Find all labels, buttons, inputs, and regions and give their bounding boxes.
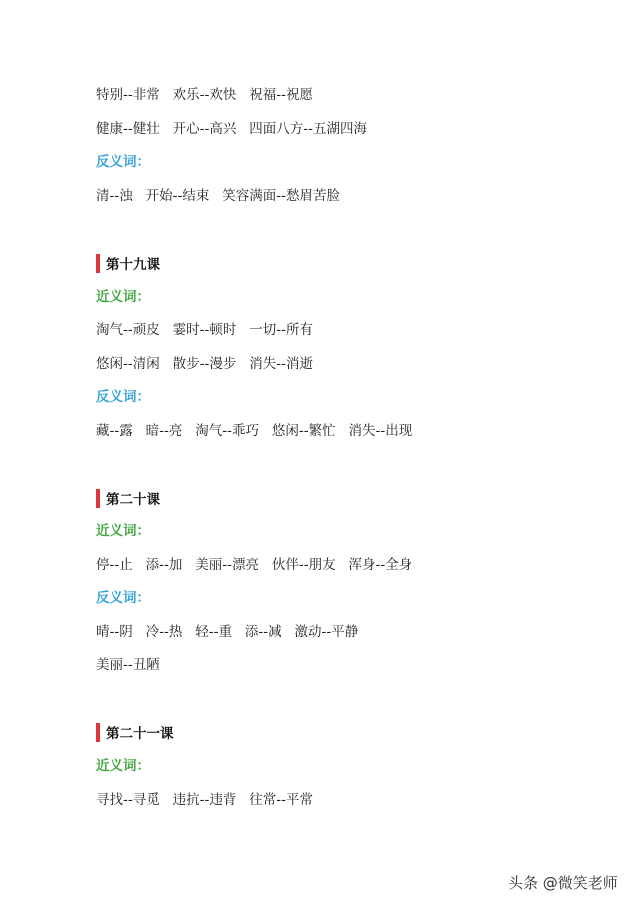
synonyms-label: 近义词： [96,289,150,305]
word-pair-line: 特别--非常 欢乐--欢快 祝福--祝愿 [96,87,313,103]
watermark: 头条 @微笑老师 [508,874,618,892]
lesson-heading [96,253,160,273]
antonyms-label: 反义词： [96,590,150,606]
word-pair-line: 晴--阴 冷--热 轻--重 添--减 激动--平静 [96,624,359,640]
word-pair-line: 停--止 添--加 美丽--漂亮 伙伴--朋友 浑身--全身 [96,557,413,573]
lesson-heading [96,488,160,508]
word-pair-line: 淘气--顽皮 霎时--顿时 一切--所有 [96,322,313,338]
word-pair-line: 寻找--寻觅 违抗--违背 往常--平常 [96,792,313,808]
word-pair-line: 藏--露 暗--亮 淘气--乖巧 悠闲--繁忙 消失--出现 [96,423,413,439]
synonyms-label: 近义词： [96,523,150,539]
word-pair-line: 美丽--丑陋 [96,657,160,673]
lesson-title: 第二十课 [106,492,160,508]
synonyms-label: 近义词： [96,758,150,774]
lesson-marker-bar [96,723,100,742]
antonyms-label: 反义词： [96,389,150,405]
lesson-title: 第二十一课 [106,726,174,742]
antonyms-label: 反义词： [96,154,150,170]
word-pair-line: 悠闲--清闲 散步--漫步 消失--消逝 [96,356,313,372]
word-pair-line: 健康--健壮 开心--高兴 四面八方--五湖四海 [96,121,367,137]
lesson-heading [96,722,174,742]
lesson-marker-bar [96,489,100,508]
word-pair-line: 清--浊 开始--结束 笑容满面--愁眉苦脸 [96,188,340,204]
lesson-marker-bar [96,254,100,273]
lesson-title: 第十九课 [106,257,160,273]
